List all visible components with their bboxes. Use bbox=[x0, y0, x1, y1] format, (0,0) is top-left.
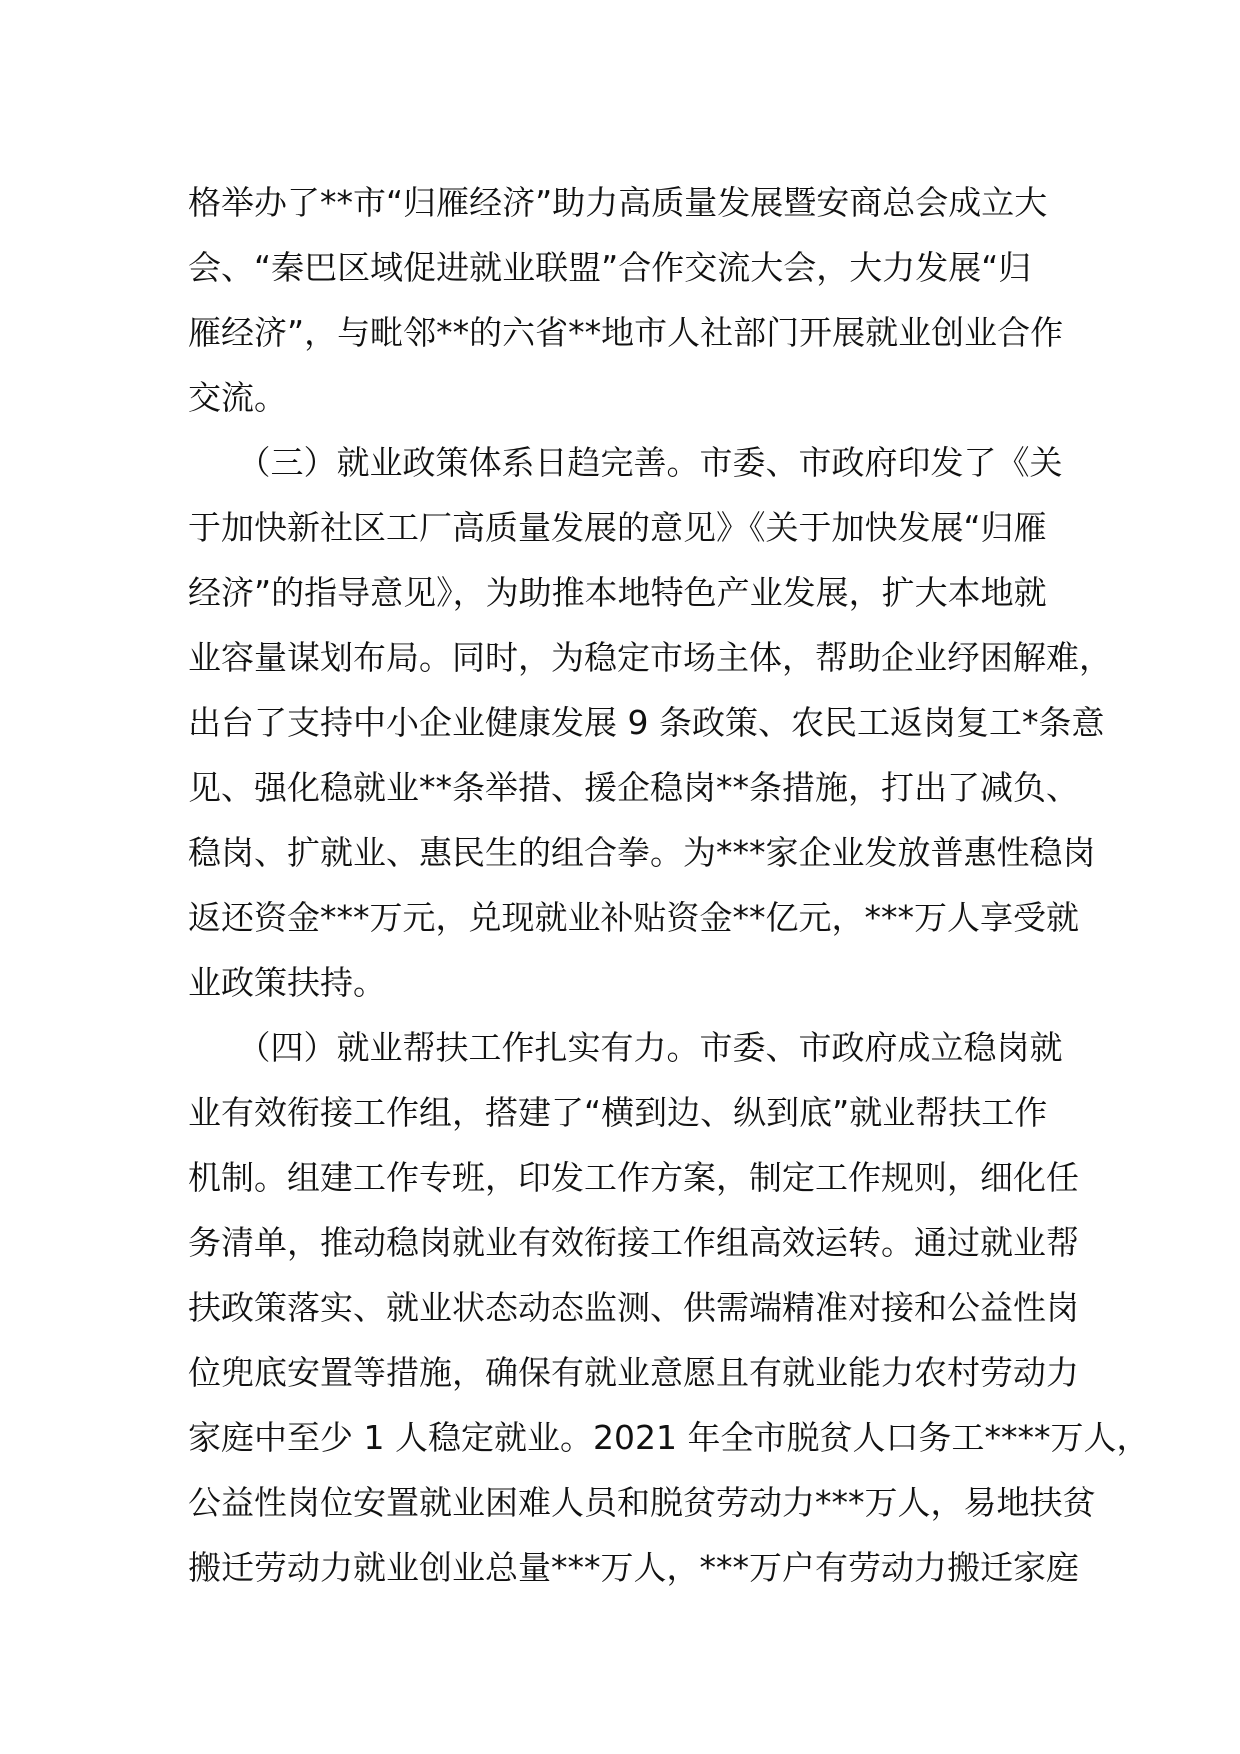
text-line: 公益性岗位安置就业困难人员和脱贫劳动力***万人，易地扶贫 bbox=[188, 1483, 1096, 1522]
text-line: 业容量谋划布局。同时，为稳定市场主体，帮助企业纾困解难， bbox=[188, 638, 1112, 677]
text-line: 业有效衔接工作组，搭建了“横到边、纵到底”就业帮扶工作 bbox=[188, 1093, 1048, 1132]
text-line: 见、强化稳就业**条举措、援企稳岗**条措施，打出了减负、 bbox=[188, 768, 1079, 807]
section-4-heading-line: （四）就业帮扶工作扎实有力。市委、市政府成立稳岗就 bbox=[188, 1028, 1063, 1067]
text-line: 机制。组建工作专班，印发工作方案，制定工作规则，细化任 bbox=[188, 1158, 1079, 1197]
text-line: 经济”的指导意见》，为助推本地特色产业发展，扩大本地就 bbox=[188, 573, 1047, 612]
text-line: 搬迁劳动力就业创业总量***万人，***万户有劳动力搬迁家庭 bbox=[188, 1548, 1079, 1587]
text-line: 格举办了**市“归雁经济”助力高质量发展暨安商总会成立大 bbox=[188, 183, 1048, 222]
section-3-heading-line: （三）就业政策体系日趋完善。市委、市政府印发了《关 bbox=[188, 443, 1063, 482]
text-line: 雁经济”，与毗邻**的六省**地市人社部门开展就业创业合作 bbox=[188, 313, 1064, 352]
text-line: 于加快新社区工厂高质量发展的意见》《关于加快发展“归雁 bbox=[188, 508, 1047, 547]
text-line: 会、“秦巴区域促进就业联盟”合作交流大会，大力发展“归 bbox=[188, 248, 1032, 287]
text-line: 位兜底安置等措施，确保有就业意愿且有就业能力农村劳动力 bbox=[188, 1353, 1079, 1392]
text-line: 业政策扶持。 bbox=[188, 963, 386, 1002]
body-text bbox=[188, 170, 1150, 1600]
text-line: 出台了支持中小企业健康发展 9 条政策、农民工返岗复工*条意 bbox=[188, 703, 1105, 742]
text-line: 扶政策落实、就业状态动态监测、供需端精准对接和公益性岗 bbox=[188, 1288, 1079, 1327]
text-line: 务清单，推动稳岗就业有效衔接工作组高效运转。通过就业帮 bbox=[188, 1223, 1079, 1262]
text-line: 返还资金***万元，兑现就业补贴资金**亿元，***万人享受就 bbox=[188, 898, 1079, 937]
text-line: 家庭中至少 1 人稳定就业。2021 年全市脱贫人口务工****万人， bbox=[188, 1418, 1150, 1457]
text-line: 交流。 bbox=[188, 378, 287, 417]
text-line: 稳岗、扩就业、惠民生的组合拳。为***家企业发放普惠性稳岗 bbox=[188, 833, 1096, 872]
